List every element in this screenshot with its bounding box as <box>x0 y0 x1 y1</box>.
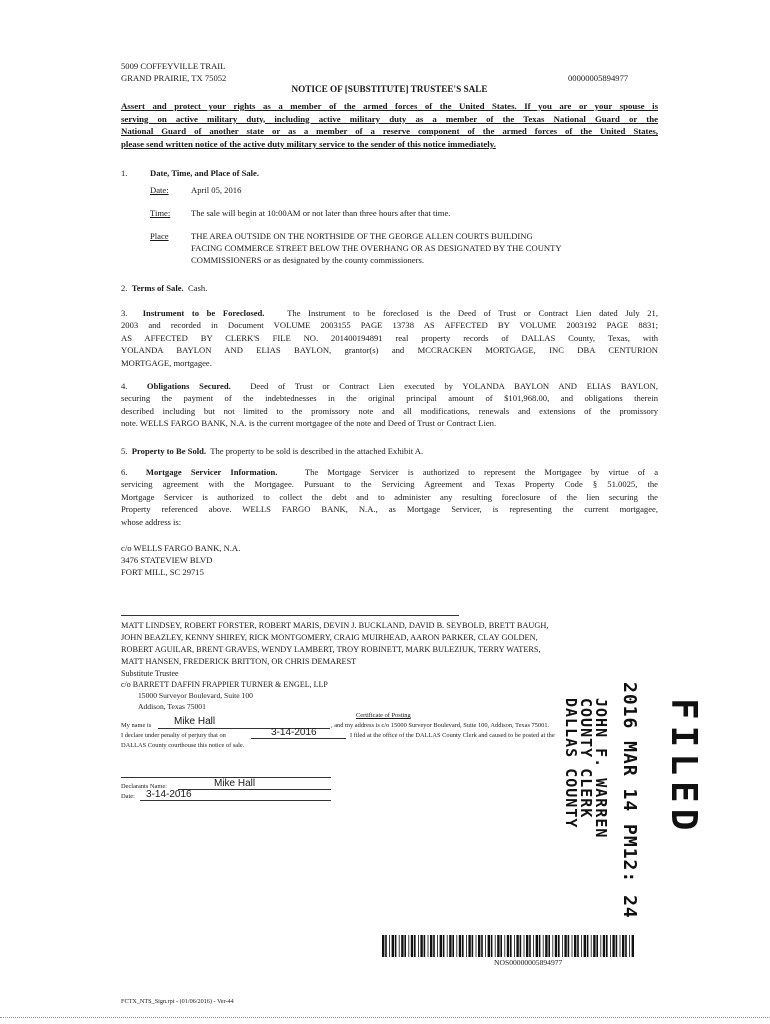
warning-line: Assert and protect your rights as a member of the armed forces of the United States. If you are or your spouse is <box>121 101 658 111</box>
section5-number: 5. <box>121 446 128 456</box>
barcode-bar <box>466 935 467 957</box>
trustee-names-line: MATT LINDSEY, ROBERT FORSTER, ROBERT MARIS, DEVIN J. BUCKLAND, DAVID B. SEYBOLD, BRETT BAUGH, <box>121 621 549 630</box>
section6-line: Mortgage Servicer is authorized to collect the debt and to administer any resulting foreclosure of the lien securing the <box>121 491 658 502</box>
barcode-bar <box>543 935 544 957</box>
barcode-bar <box>632 935 634 957</box>
scan-edge <box>0 1017 770 1018</box>
section3-line: MORTGAGE, mortgagee. <box>121 357 212 368</box>
section6-line: whose address is: <box>121 516 182 527</box>
section2-number: 2. <box>121 283 128 293</box>
clerk-stamp-line: DALLAS COUNTY <box>562 698 580 829</box>
barcode-bar <box>545 935 547 957</box>
certificate-name-prefix: My name is <box>121 722 152 729</box>
sale-place-line: THE AREA OUTSIDE ON THE NORTHSIDE OF THE GEORGE ALLEN COURTS BUILDING <box>191 231 533 241</box>
barcode-bar <box>620 935 621 957</box>
barcode-bar <box>497 935 499 957</box>
barcode-bar <box>414 935 416 957</box>
barcode-bar <box>552 935 553 957</box>
barcode-bar <box>428 935 429 957</box>
servicer-address-line: c/o WELLS FARGO BANK, N.A. <box>121 543 241 553</box>
section6 <box>121 466 658 528</box>
barcode-bar <box>584 935 586 957</box>
military-warning <box>121 100 658 150</box>
barcode-bar <box>539 935 541 957</box>
barcode-bar <box>564 935 566 957</box>
barcode-bar <box>443 935 445 957</box>
trustee-names-line: ROBERT AGUILAR, BRENT GRAVES, WENDY LAMBERT, TROY ROBINETT, MARK BULEZIUK, TERRY WATERS, <box>121 645 541 654</box>
barcode-bar <box>447 935 448 957</box>
barcode-text: NOS00000005894977 <box>494 958 563 967</box>
clerk-stamp-line: JOHN F. WARREN <box>592 698 610 839</box>
certificate-courthouse-line: DALLAS County courthouse this notice of sale. <box>121 742 245 749</box>
barcode-graphic <box>382 935 634 957</box>
section6-line: The Mortgage Servicer is authorized to represent the Mortgagee by virtue of a <box>304 467 659 477</box>
barcode-bar <box>411 935 413 957</box>
trustee-firm: c/o BARRETT DAFFIN FRAPPIER TURNER & ENGEL, LLP <box>121 680 328 689</box>
trustee-names-line: MATT HANSEN, FREDERICK BRITTON, OR CHRIS DEMAREST <box>121 657 357 666</box>
section2-text: Cash. <box>188 283 208 293</box>
warning-line: serving on active military duty, including active military duty as a member of the Texas National Guard or the <box>121 113 658 124</box>
section6-line: Property referenced above. WELLS FARGO BANK, N.A., as Mortgage Servicer, is representing the current mortgagee, <box>121 504 658 515</box>
section4-heading: Obligations Secured. <box>146 381 231 391</box>
property-address-line1: 5009 COFFEYVILLE TRAIL <box>121 61 226 71</box>
section3-line: YOLANDA BAYLON AND ELIAS BAYLON, grantor(s) and MCCRACKEN MORTGAGE, INC DBA CENTURION <box>121 345 658 356</box>
sale-time-value: The sale will begin at 10:00AM or not later than three hours after that time. <box>191 208 451 218</box>
trustee-signature-line <box>121 615 459 616</box>
barcode-bar <box>526 935 528 957</box>
barcode-bar <box>591 935 592 957</box>
sale-date-label: Date: <box>150 185 169 195</box>
document-number: 00000005894977 <box>568 73 629 83</box>
servicer-address-line: FORT MILL, SC 29715 <box>121 567 204 577</box>
barcode-bar <box>572 935 573 957</box>
barcode-bar <box>481 935 483 957</box>
barcode-bar <box>452 935 454 957</box>
section4-line: note. WELLS FARGO BANK, N.A. is the current mortgagee of the note and Deed of Trust or Contract Lien. <box>121 418 497 429</box>
barcode-bar <box>610 935 611 957</box>
barcode-bar <box>606 935 608 957</box>
section1-heading: Date, Time, and Place of Sale. <box>150 168 260 178</box>
section4-line: described including but not limited to the promissory note and all modifications, renewals and extensions of the promissory <box>121 405 658 416</box>
barcode-bar <box>574 935 576 957</box>
barcode-bar <box>558 935 560 957</box>
sale-date-value: April 05, 2016 <box>191 185 242 195</box>
section4-line: securing the payment of the indebtednesses in the original principal amount of $101,968.00, and obligations therein <box>121 393 658 404</box>
barcode-bar <box>612 935 614 957</box>
trustee-role: Substitute Trustee <box>121 669 179 678</box>
barcode-bar <box>495 935 496 957</box>
sale-place-line: FACING COMMERCE STREET BELOW THE OVERHANG OR AS DESIGNATED BY THE COUNTY <box>191 243 562 253</box>
barcode-bar <box>424 935 426 957</box>
barcode-bar <box>408 935 409 957</box>
barcode-bar <box>581 935 582 957</box>
property-address-line2: GRAND PRAIRIE, TX 75052 <box>121 73 227 83</box>
section4-line: Deed of Trust or Contract Lien executed by YOLANDA BAYLON AND ELIAS BAYLON, <box>250 381 658 391</box>
barcode-bar <box>420 935 422 957</box>
barcode-bar <box>524 935 525 957</box>
filed-stamp: FILED <box>663 698 704 837</box>
section4 <box>121 380 658 430</box>
barcode-bar <box>629 935 630 957</box>
barcode-bar <box>462 935 464 957</box>
certificate-title: Certificate of Posting <box>356 712 411 719</box>
barcode-bar <box>529 935 531 957</box>
barcode-bar <box>514 935 515 957</box>
section4-number: 4. <box>121 381 128 391</box>
barcode-bar <box>593 935 595 957</box>
filed-datetime-stamp: 2016 MAR 14 PM12: 24 <box>619 682 640 919</box>
barcode-bar <box>625 935 627 957</box>
declarant-name-label: Declarants Name: <box>121 783 167 790</box>
section3-line: 2003 and recorded in Document VOLUME 2003155 PAGE 13738 AS AFFECTED BY VOLUME 2003192 PAGE 8831; <box>121 320 658 331</box>
barcode-bar <box>555 935 557 957</box>
barcode-bar <box>491 935 493 957</box>
barcode-bar <box>399 935 400 957</box>
barcode-bar <box>600 935 601 957</box>
declarant-name-value: Mike Hall <box>214 778 256 789</box>
barcode-bar <box>404 935 406 957</box>
declarant-date-label: Date: <box>121 793 135 800</box>
barcode-bar <box>577 935 579 957</box>
section5-heading: Property to Be Sold. <box>131 446 207 456</box>
sale-place-label: Place <box>150 231 169 241</box>
sale-place-line: COMMISSIONERS or as designated by the county commissioners. <box>191 255 424 265</box>
certificate-name-suffix: , and my address is c/o 15000 Surveyor Boulevard, Suite 100, Addison, Texas 75001. <box>331 722 550 729</box>
section5-text: The property to be sold is described in the attached Exhibit A. <box>210 446 424 456</box>
barcode-bar <box>385 935 387 957</box>
notice-title: NOTICE OF [SUBSTITUTE] TRUSTEE'S SALE <box>291 84 488 94</box>
barcode-bar <box>616 935 618 957</box>
barcode-bar <box>459 935 461 957</box>
barcode-bar <box>485 935 486 957</box>
barcode-bar <box>449 935 451 957</box>
warning-line: please send written notice of the active duty military service to the sender of this notice immediately. <box>121 138 496 149</box>
barcode-bar <box>587 935 589 957</box>
certificate-name-value: Mike Hall <box>174 716 216 727</box>
barcode-bar <box>440 935 442 957</box>
servicer-address-line: 3476 STATEVIEW BLVD <box>121 555 213 565</box>
certificate-declare-prefix: I declare under penalty of perjury that on <box>121 732 226 739</box>
barcode-bar <box>478 935 480 957</box>
barcode-bar <box>476 935 477 957</box>
section5 <box>121 445 423 457</box>
barcode-bar <box>472 935 474 957</box>
barcode-bar <box>520 935 522 957</box>
trustee-city: Addison, Texas 75001 <box>138 702 206 711</box>
barcode-bar <box>437 935 438 957</box>
barcode-bar <box>456 935 457 957</box>
section3-number: 3. <box>121 308 128 318</box>
barcode-bar <box>533 935 534 957</box>
barcode-bar <box>488 935 490 957</box>
barcode-bar <box>548 935 550 957</box>
trustee-names-line: JOHN BEAZLEY, KENNY SHIREY, RICK MONTGOMERY, CRAIG MUIRHEAD, AARON PARKER, CLAY GOLDEN, <box>121 633 538 642</box>
section3-line: AS AFFECTED BY CLERK'S FILE NO. 201400194891 real property records of DALLAS County, Texas, with <box>121 332 658 343</box>
certificate-declare-suffix: I filed at the office of the DALLAS County Clerk and caused to be posted at the <box>350 732 555 739</box>
section2-heading: Terms of Sale. <box>131 283 184 293</box>
barcode-bar <box>401 935 403 957</box>
clerk-stamp-line: COUNTY CLERK <box>577 698 595 819</box>
section3-line: The Instrument to be foreclosed is the Deed of Trust or Contract Lien dated July 21, <box>287 308 659 318</box>
section3-heading: Instrument to be Foreclosed. <box>142 308 265 318</box>
barcode-bar <box>596 935 598 957</box>
declarant-date-value: 3-14-2016 <box>146 789 192 800</box>
section6-line: servicing agreement with the Mortgagee. Pursuant to the Servicing Agreement and Texas Property Code § 51.0025, the <box>121 479 658 490</box>
section6-heading: Mortgage Servicer Information. <box>145 467 278 477</box>
report-footer: FCTX_NTS_Sign.rpt - (01/06/2016) - Ver-44 <box>121 998 234 1005</box>
barcode-bar <box>568 935 570 957</box>
section1-number: 1. <box>121 168 128 178</box>
barcode-bar <box>392 935 394 957</box>
barcode-bar <box>382 935 384 957</box>
section3 <box>121 307 658 369</box>
barcode-bar <box>622 935 624 957</box>
barcode-bar <box>418 935 419 957</box>
barcode-bar <box>468 935 470 957</box>
barcode-bar <box>500 935 502 957</box>
barcode-bar <box>510 935 512 957</box>
trustee-street: 15000 Surveyor Boulevard, Suite 100 <box>138 691 253 700</box>
barcode-bar <box>395 935 397 957</box>
barcode-bar <box>430 935 432 957</box>
section2 <box>121 282 207 294</box>
barcode-bar <box>603 935 605 957</box>
barcode-bar <box>516 935 518 957</box>
section6-number: 6. <box>121 467 128 477</box>
barcode-bar <box>433 935 435 957</box>
barcode-bar <box>507 935 509 957</box>
barcode-bar <box>504 935 505 957</box>
certificate-declare-date: 3-14-2016 <box>271 727 317 738</box>
barcode-bar <box>389 935 390 957</box>
sale-time-label: Time: <box>150 208 171 218</box>
warning-line: National Guard of another state or as a member of a reserve component of the armed forces of the United States, <box>121 126 658 137</box>
barcode-bar <box>562 935 563 957</box>
barcode-bar <box>536 935 538 957</box>
